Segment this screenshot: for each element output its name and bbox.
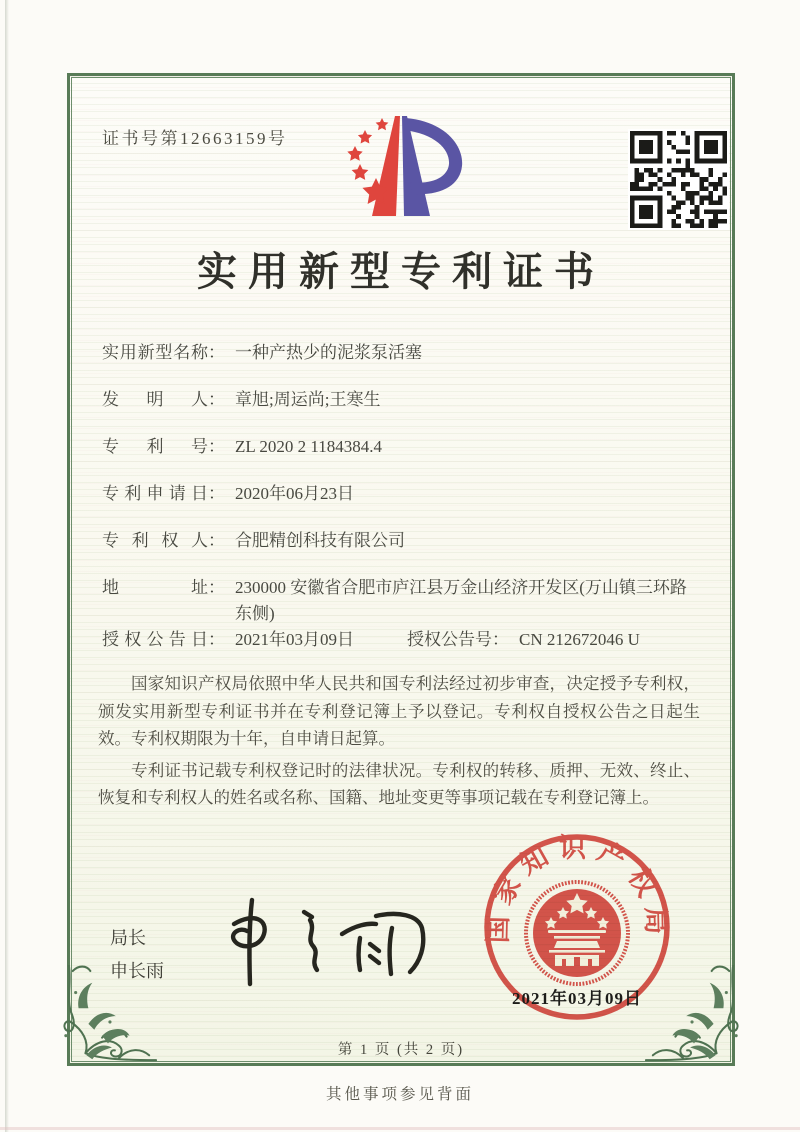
field-inventors	[102, 387, 698, 413]
field-colon: ：	[208, 390, 225, 409]
field-colon: ：	[208, 343, 225, 362]
field-value: 章旭;周运尚;王寒生	[235, 390, 381, 409]
field-value: 2021年03月09日	[235, 630, 354, 649]
legal-paragraph-1: 国家知识产权局依照中华人民共和国专利法经过初步审查，决定授予专利权，颁发实用新型专利证书并在专利登记簿上予以登记。专利权自授权公告之日起生效。专利权期限为十年，自申请日起算。	[98, 674, 700, 748]
signer-title: 局长	[110, 928, 146, 948]
field-value: 230000 安徽省合肥市庐江县万金山经济开发区(万山镇三环路东侧)	[235, 578, 687, 623]
legal-paragraph-2: 专利证书记载专利权登记时的法律状况。专利权的转移、质押、无效、终止、恢复和专利权人的姓名或名称、国籍、地址变更等事项记载在专利登记簿上。	[98, 760, 700, 807]
field-label: 专利申请日	[102, 484, 208, 503]
field-patentee	[102, 528, 698, 554]
field-utility-model-name	[102, 340, 698, 366]
field-label: 专利权人	[102, 531, 208, 550]
scan-edge-artifact	[5, 0, 9, 1132]
field-patent-number	[102, 434, 698, 460]
field-colon: ：	[208, 630, 225, 649]
field-label: 发明人	[102, 390, 208, 409]
field-grant-row	[102, 627, 698, 653]
field-value: CN 212672046 U	[519, 630, 640, 649]
field-filing-date	[102, 481, 698, 507]
signature-icon	[218, 894, 443, 992]
field-colon: ：	[208, 531, 225, 550]
field-value: 2020年06月23日	[235, 484, 354, 503]
qr-code	[628, 129, 729, 230]
page-number: 第 1 页 (共 2 页)	[337, 1042, 465, 1058]
corner-flourish-icon	[645, 965, 743, 1075]
field-colon: ：	[208, 578, 225, 597]
signer-name: 申长雨	[110, 961, 164, 981]
field-label: 专利号	[102, 437, 208, 456]
corner-flourish-icon	[59, 965, 157, 1075]
seal-date: 2021年03月09日	[512, 989, 642, 1008]
certificate-title: 实用新型专利证书	[197, 249, 605, 294]
field-address	[102, 575, 698, 627]
field-colon: ：	[492, 630, 509, 649]
certificate-fields	[102, 340, 698, 674]
field-label: 授权公告号	[407, 630, 492, 649]
scan-bottom-artifact	[0, 1127, 800, 1130]
certificate-number: 证书号第12663159号	[102, 129, 288, 148]
seal-text: 国家知识产权局	[482, 833, 672, 944]
field-value: 一种产热少的泥浆泵活塞	[235, 343, 422, 362]
certificate-border-frame	[67, 73, 735, 1066]
field-value: 合肥精创科技有限公司	[235, 531, 405, 550]
field-label: 授权公告日	[102, 630, 208, 649]
legal-text	[98, 670, 700, 812]
field-label: 地址	[102, 578, 208, 597]
cnipa-logo-icon	[340, 110, 476, 230]
back-side-note: 其他事项参见背面	[325, 1086, 474, 1103]
field-value: ZL 2020 2 1184384.4	[235, 437, 383, 456]
field-label: 实用新型名称	[102, 343, 208, 362]
field-colon: ：	[208, 484, 225, 503]
field-colon: ：	[208, 437, 225, 456]
